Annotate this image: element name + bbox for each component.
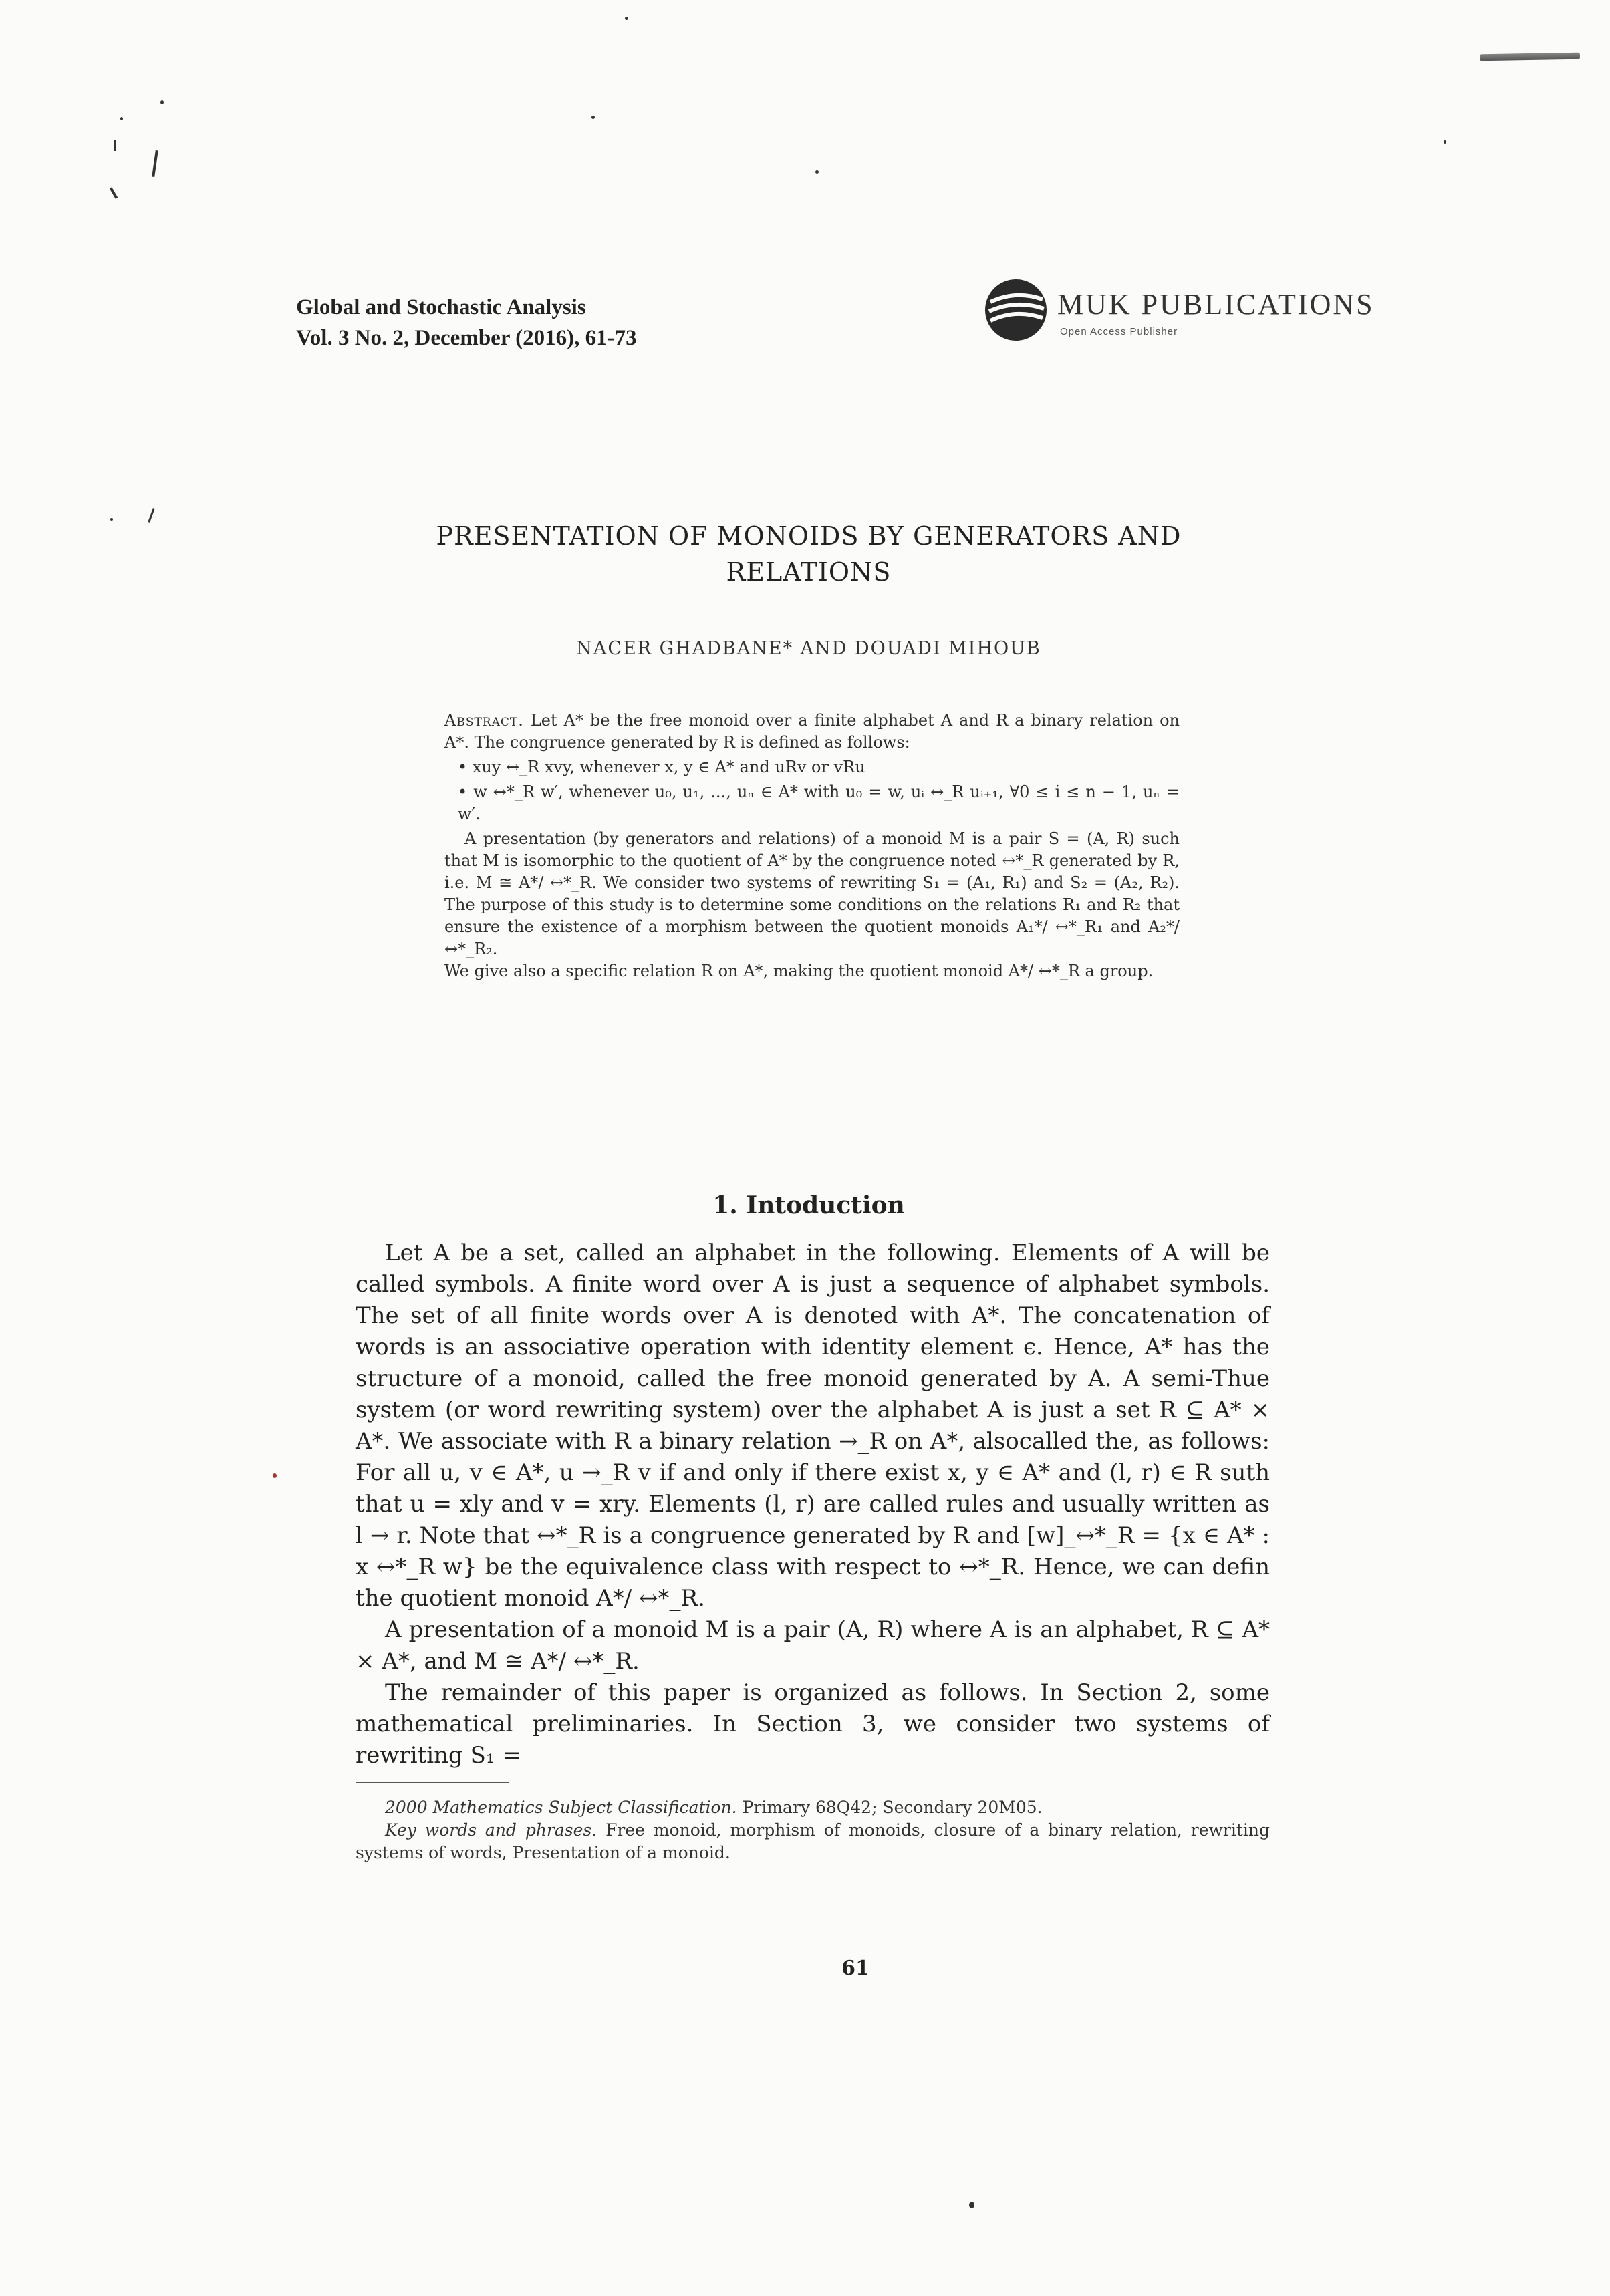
abstract-paragraph-3: We give also a specific relation R on A*, making the quotient monoid A*/ ↔*_R a group. — [444, 962, 1154, 980]
abstract — [444, 710, 1180, 982]
footnote-msc-text: Primary 68Q42; Secondary 20M05. — [736, 1798, 1043, 1817]
footnote-keywords-label: Key words and phrases. — [385, 1820, 597, 1840]
scan-speck — [625, 17, 628, 20]
scan-speck — [110, 518, 113, 521]
section-heading: 1. Intoduction — [712, 1191, 905, 1219]
paper-authors: NACER GHADBANE* AND DOUADI MIHOUB — [576, 638, 1041, 659]
abstract-intro-text: Let A* be the free monoid over a finite alphabet A and R a binary relation on A*. The congruence generated by R is defined as follows: — [444, 711, 1180, 752]
scan-artifact-line — [1480, 53, 1580, 61]
scan-mark — [148, 508, 154, 523]
scan-mark — [114, 140, 116, 151]
paper-title: PRESENTATION OF MONOIDS BY GENERATORS AND RELATIONS — [436, 521, 1182, 587]
abstract-label: Abstract. — [444, 711, 524, 730]
footnote-divider — [356, 1782, 509, 1783]
publisher-name: MUK PUBLICATIONS — [1057, 288, 1375, 321]
footnote-msc-label: 2000 Mathematics Subject Classification. — [385, 1798, 737, 1817]
scan-speck — [815, 170, 819, 174]
publisher-logo — [982, 274, 1375, 347]
publisher-logo-icon — [982, 277, 1049, 343]
journal-volume: Vol. 3 No. 2, December (2016), 61-73 — [296, 326, 637, 350]
scan-speck — [160, 100, 164, 104]
footnote-keywords-text: Free monoid, morphism of monoids, closure of a binary relation, rewriting systems of words, Presentation of a monoid. — [356, 1820, 1270, 1862]
body-paragraph-3: The remainder of this paper is organized as follows. In Section 2, some mathematical preliminaries. In Section 3, we consider two systems of rewriting S₁ = — [356, 1679, 1270, 1769]
body-paragraph-1: Let A be a set, called an alphabet in the following. Elements of A will be called symbols. A finite word over A is just a sequence of alphabet symbols. The set of all finite words over A is denoted with A*. The concatenation of words is an associative operation with identity element ϵ. Hence, A* has the structure of a monoid, called the free monoid generated by A. A semi-Thue system (or word rewriting system) over the alphabet A is just a set R ⊆ A* × A*. We associate with R a binary relation →_R on A*, alsocalled the, as follows: For all u, v ∈ A*, u →_R v if and only if there exist x, y ∈ A* and (l, r) ∈ R suth that u = xly and v = xry. Elements (l, r) are called rules and usually written as l → r. Note that ↔*_R is a congruence generated by R and [w]_↔*_R = {x ∈ A* : x ↔*_R w} be the equivalence class with respect to ↔*_R. Hence, we can defin the quotient monoid A*/ ↔*_R. — [356, 1240, 1270, 1612]
scan-mark — [110, 187, 118, 199]
footnotes — [356, 1796, 1270, 1864]
abstract-paragraph-2: A presentation (by generators and relations) of a monoid M is a pair S = (A, R) such that M is isomorphic to the quotient of A* by the congruence noted ↔*_R generated by R, i.e. M ≅ A*/ ↔*_R. We consider two systems of rewriting S₁ = (A₁, R₁) and S₂ = (A₂, R₂). The purpose of this study is to determine some conditions on the relations R₁ and R₂ that ensure the existence of a morphism between the quotient monoids A₁*/ ↔*_R₁ and A₂*/ ↔*_R₂. — [444, 829, 1180, 958]
body-text — [356, 1238, 1270, 1771]
abstract-bullet-1: • xuy ↔_R xvy, whenever x, y ∈ A* and uRv or vRu — [458, 758, 865, 776]
scan-speck — [273, 1473, 277, 1478]
page-number: 61 — [841, 1957, 869, 1980]
abstract-intro — [444, 710, 1180, 754]
scan-speck — [1444, 140, 1446, 144]
journal-header — [296, 292, 637, 353]
footnote-keywords — [356, 1819, 1270, 1864]
abstract-bullet-2: • w ↔*_R w′, whenever u₀, u₁, ..., uₙ ∈ A* with u₀ = w, uᵢ ↔_R uᵢ₊₁, ∀0 ≤ i ≤ n − 1, uₙ = w′. — [458, 782, 1180, 823]
footnote-msc — [356, 1796, 1270, 1819]
journal-name: Global and Stochastic Analysis — [296, 295, 586, 319]
scan-speck — [120, 117, 123, 120]
scan-speck — [591, 116, 595, 119]
body-paragraph-2: A presentation of a monoid M is a pair (A, R) where A is an alphabet, R ⊆ A* × A*, and M ≅ A*/ ↔*_R. — [356, 1616, 1270, 1675]
scan-speck — [969, 2202, 974, 2208]
publisher-tagline: Open Access Publisher — [1060, 326, 1178, 337]
scan-mark — [152, 150, 158, 177]
